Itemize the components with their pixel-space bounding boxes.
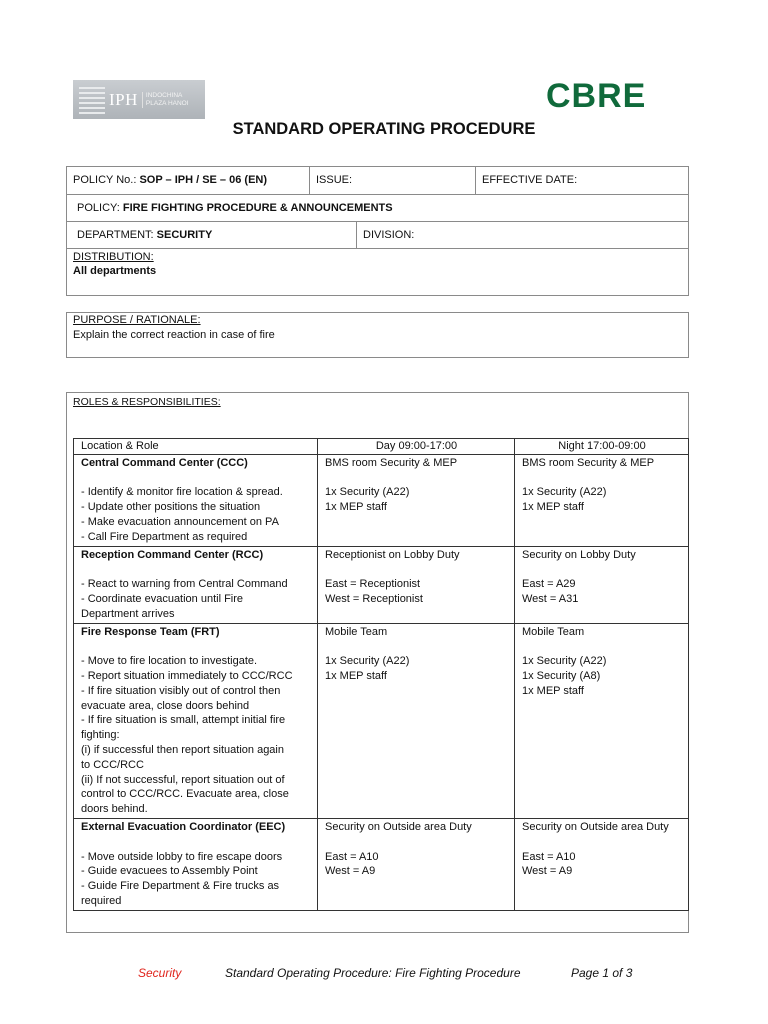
header-day: Day 09:00-17:00 xyxy=(318,439,515,455)
table-header-row xyxy=(74,439,689,455)
distribution-label: DISTRIBUTION: xyxy=(73,251,154,263)
header-night: Night 17:00-09:00 xyxy=(515,439,689,455)
night-cell: BMS room Security & MEP 1x Security (A22) 1x MEP staff xyxy=(515,454,689,546)
policy-name: POLICY: FIRE FIGHTING PROCEDURE & ANNOUNCEMENTS xyxy=(77,202,393,214)
footer-department: Security xyxy=(138,966,182,980)
iph-logo xyxy=(73,80,205,119)
roles-label: ROLES & RESPONSIBILITIES: xyxy=(73,396,221,408)
table-row xyxy=(74,818,689,910)
night-cell: Security on Outside area Duty East = A10 West = A9 xyxy=(515,818,689,910)
building-icon xyxy=(79,84,105,116)
day-cell: Mobile Team 1x Security (A22) 1x MEP staff xyxy=(318,623,515,818)
night-cell: Mobile Team 1x Security (A22) 1x Security (A8) 1x MEP staff xyxy=(515,623,689,818)
footer-doc-title: Standard Operating Procedure: Fire Fighting Procedure xyxy=(225,966,521,980)
division-field: DIVISION: xyxy=(363,229,415,241)
iph-logo-sub: INDOCHINA PLAZA HANOI xyxy=(142,92,189,108)
role-cell: Fire Response Team (FRT) - Move to fire location to investigate. - Report situation immediately to CCC/RCC - If fire situation visibly out of control then evacuate area, close doors behind - If fire situation is small, attempt initial fire fighting: (i) if successful then report situation again to CCC/RCC (ii) If not successful, report situation out of control to CCC/RCC. Evacuate area, close doors behind. xyxy=(74,623,318,818)
day-cell: Security on Outside area Duty East = A10 West = A9 xyxy=(318,818,515,910)
day-cell: BMS room Security & MEP 1x Security (A22) 1x MEP staff xyxy=(318,454,515,546)
table-row xyxy=(74,546,689,623)
purpose-label: PURPOSE / RATIONALE: xyxy=(73,314,201,326)
table-row xyxy=(74,454,689,546)
effective-date-field: EFFECTIVE DATE: xyxy=(482,174,578,186)
cbre-logo: CBRE xyxy=(546,77,647,115)
table-row xyxy=(74,623,689,818)
role-cell: External Evacuation Coordinator (EEC) - Move outside lobby to fire escape doors - Guide evacuees to Assembly Point - Guide Fire Department & Fire trucks as required xyxy=(74,818,318,910)
day-cell: Receptionist on Lobby Duty East = Receptionist West = Receptionist xyxy=(318,546,515,623)
department-field: DEPARTMENT: SECURITY xyxy=(77,229,213,241)
roles-table xyxy=(73,438,689,911)
policy-number: POLICY No.: SOP – IPH / SE – 06 (EN) xyxy=(73,174,268,186)
issue-field: ISSUE: xyxy=(316,174,353,186)
night-cell: Security on Lobby Duty East = A29 West = A31 xyxy=(515,546,689,623)
purpose-text: Explain the correct reaction in case of fire xyxy=(73,329,275,341)
footer-page-number: Page 1 of 3 xyxy=(571,966,633,980)
role-cell: Central Command Center (CCC) - Identify & monitor fire location & spread. - Update other positions the situation - Make evacuation announcement on PA - Call Fire Department as required xyxy=(74,454,318,546)
page-title: STANDARD OPERATING PROCEDURE xyxy=(232,120,536,138)
role-cell: Reception Command Center (RCC) - React to warning from Central Command - Coordinate evacuation until Fire Department arrives xyxy=(74,546,318,623)
iph-logo-main: IPH xyxy=(109,89,138,109)
header-location-role: Location & Role xyxy=(74,439,318,455)
distribution-value: All departments xyxy=(73,265,157,277)
